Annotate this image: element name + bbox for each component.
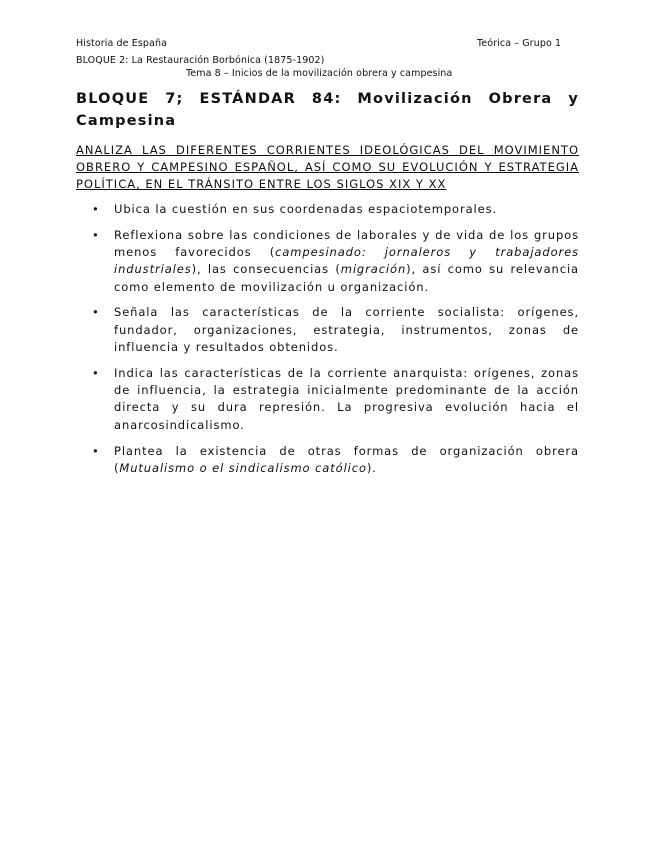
list-item [76,227,579,296]
bullet-icon: • [92,202,100,216]
item-emphasis: Mutualismo o el sindicalismo católico [119,460,367,475]
bullet-icon: • [92,443,100,458]
header-group: Teórica – Grupo 1 [477,38,562,49]
item-emphasis: migración [340,262,407,277]
item-text: Ubica la cuestión en sus coordenadas espaciotemporales. [114,202,498,216]
bullet-icon: • [92,365,100,380]
bullet-icon: • [92,227,100,242]
standard-subtitle: ANALIZA LAS DIFERENTES CORRIENTES IDEOLÓGICAS DEL MOVIMIENTO OBRERO Y CAMPESINO ESPAÑOL, ASÍ COMO SU EVOLUCIÓN Y ESTRATEGIA POLÍTICA, EN EL TRÁNSITO ENTRE LOS SIGLOS XIX Y XX [76,143,579,191]
item-text: ), así como su relevancia como elemento de movilización u organización. [114,262,580,294]
header-topic: Tema 8 – Inicios de la movilización obrera y campesina [186,68,453,79]
item-text: Señala las características de la corriente socialista: orígenes, fundador, organizaciones, estrategia, instrumentos, zonas de influencia y resultados obtenidos. [114,305,579,355]
header-subject: Historia de España [76,38,167,49]
header-block: BLOQUE 2: La Restauración Borbónica (1875-1902) [76,55,325,66]
bullet-icon: • [92,305,100,320]
item-text: ). [366,460,377,475]
item-text: ), las consecuencias ( [191,262,341,277]
item-text: Indica las características de la corriente anarquista: orígenes, zonas de influencia, la estrategia inicialmente predominante de la acción directa y su dura represión. La progresiva evolución hacia el anarcosindicalismo. [114,365,579,432]
list-item [76,304,579,356]
list-item [76,443,579,478]
item-emphasis: campesinado: jornaleros y trabajadores industriales [114,245,579,277]
criteria-list [76,201,579,486]
list-item [76,201,579,218]
list-item [76,365,579,434]
item-text: Plantea la existencia de otras formas de organización obrera ( [114,443,579,475]
item-text: Reflexiona sobre las condiciones de laborales y de vida de los grupos menos favorecidos ( [114,227,579,260]
page-title: BLOQUE 7; ESTÁNDAR 84: Movilización Obrera y Campesina [76,91,579,129]
